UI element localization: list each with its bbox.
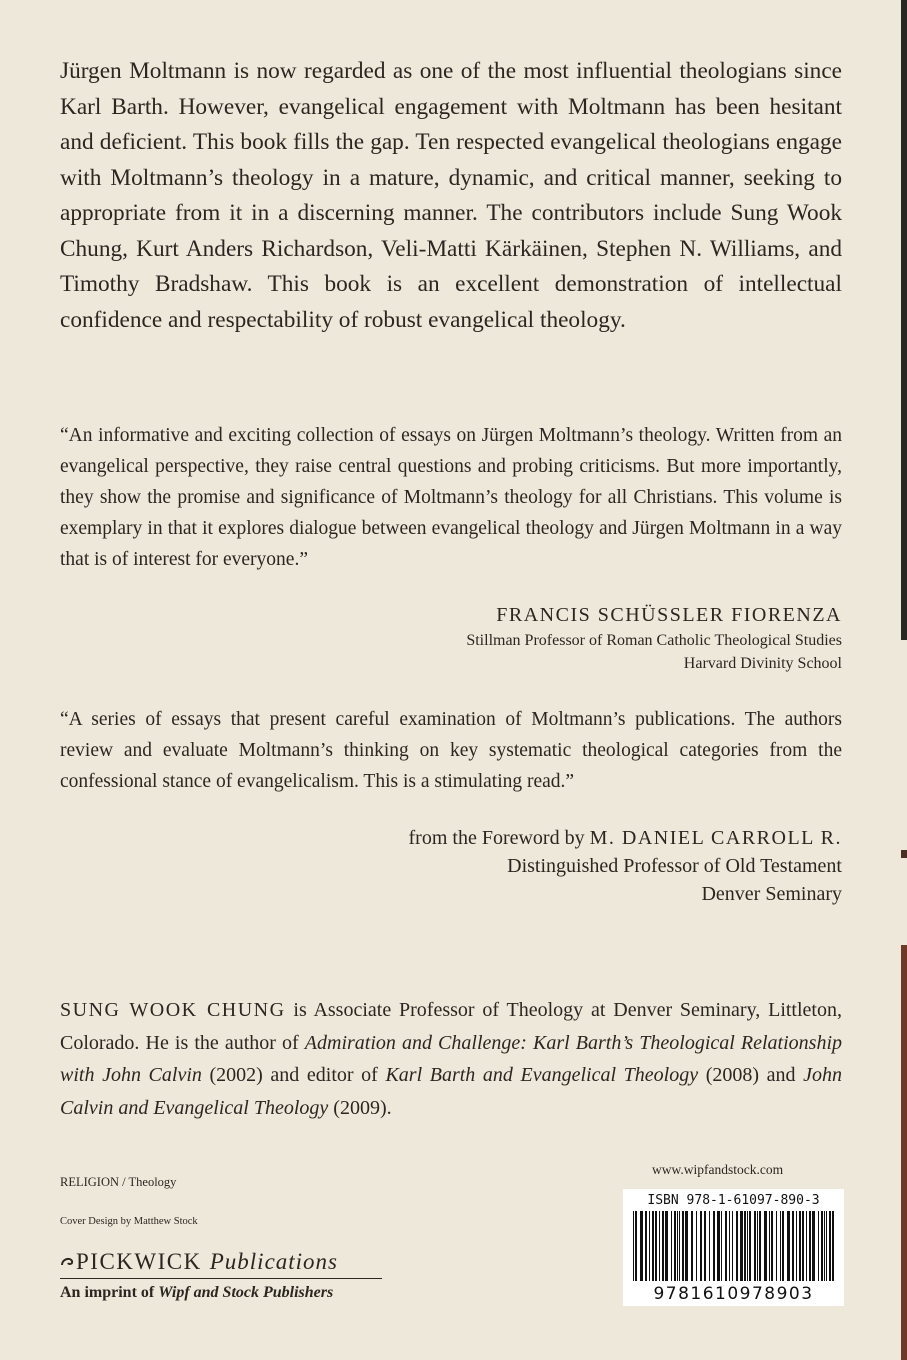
barcode-bar [729, 1211, 730, 1281]
barcode-bar [787, 1211, 790, 1281]
right-edge-mark [901, 850, 907, 858]
barcode-bar [812, 1211, 815, 1281]
endorsement-2 [60, 704, 842, 797]
endorser-2-name: M. DANIEL CARROLL R. [589, 827, 842, 849]
barcode-bar [682, 1211, 684, 1281]
barcode-bar [799, 1211, 801, 1281]
bio-text-3: (2008) and [698, 1064, 804, 1086]
barcode-bar [776, 1211, 777, 1281]
barcode-bar [754, 1211, 756, 1281]
barcode-bar [671, 1211, 672, 1281]
endorser-2-line [409, 824, 842, 852]
barcode [623, 1189, 844, 1306]
barcode-bar [829, 1211, 831, 1281]
barcode-bar [679, 1211, 680, 1281]
endorsement-1-attribution [466, 601, 842, 675]
barcode-bar [709, 1211, 710, 1281]
right-edge-brown [901, 945, 907, 1360]
barcode-bar [649, 1211, 650, 1281]
endorser-2-institution: Denver Seminary [701, 883, 842, 905]
barcode-bar [796, 1211, 797, 1281]
barcode-bar [713, 1211, 715, 1281]
barcode-bar [721, 1211, 722, 1281]
barcode-bar [782, 1211, 784, 1281]
barcode-bar [736, 1211, 738, 1281]
endorser-1-institution: Harvard Divinity School [683, 655, 842, 672]
barcode-bar [824, 1211, 825, 1281]
endorsement-1-text: “An informative and exciting collection of essays on Jürgen Moltmann’s theology. Written from an evangelical perspective, they raise central questions and probing criticisms. But more importantly, they show the promise and significance of Moltmann’s theology for all Christians. This volume is exemplary in that it explores dialogue between evangelical theology and Jürgen Moltmann in a way that is of interest for everyone.” [60, 425, 842, 570]
barcode-bar [780, 1211, 781, 1281]
barcode-bar [826, 1211, 827, 1281]
barcode-bar [792, 1211, 794, 1281]
barcode-bar [700, 1211, 702, 1281]
barcode-bar [665, 1211, 668, 1281]
bio-text-2: (2002) and editor of [201, 1064, 386, 1086]
barcode-bar [771, 1211, 773, 1281]
barcode-bar [818, 1211, 819, 1281]
bio-book-1: Admiration and Challenge: Karl Barth’s Theological Relationship with John Calvin [60, 1031, 843, 1086]
barcode-bar [633, 1211, 634, 1281]
cover-credit: Cover Design by Matthew Stock [60, 1216, 198, 1227]
bio-text-4: (2009). [328, 1096, 392, 1119]
author-bio [60, 994, 842, 1124]
bio-book-3: John Calvin and Evangelical Theology [60, 1064, 842, 1119]
bio-book-2: Karl Barth and Evangelical Theology [385, 1064, 699, 1086]
barcode-bar [635, 1211, 637, 1281]
barcode-bar [806, 1211, 807, 1281]
barcode-bar [740, 1211, 743, 1281]
publisher-logo [60, 1249, 382, 1302]
barcode-bar [645, 1211, 647, 1281]
barcode-bars [633, 1211, 834, 1281]
endorsement-1 [60, 420, 842, 575]
description-text: Jürgen Moltmann is now regarded as one of the most influential theologians since Karl Barth. However, evangelical engagement with Moltmann has been hesitant and deficient. This book fills the gap. Ten respected evangelical theologians engage with Moltmann’s theology in a mature, dynamic, and critical manner, seeking to appropriate from it in a discerning manner. The contributors include Sung Wook Chung, Kurt Anders Richardson, Veli-Matti Kärkäinen, Stephen N. Williams, and Timothy Bradshaw. This book is an excellent demonstration of intellectual confidence and respectability of robust evangelical theology. [60, 58, 842, 333]
barcode-bar [764, 1211, 767, 1281]
right-edge-dark [901, 0, 907, 640]
publisher-swirl-icon [60, 1255, 74, 1269]
barcode-bar [691, 1211, 693, 1281]
barcode-bar [802, 1211, 804, 1281]
barcode-bar [674, 1211, 676, 1281]
publisher-series: Publications [209, 1249, 339, 1274]
author-name: SUNG WOOK CHUNG [60, 999, 286, 1021]
isbn-label: ISBN 978-1-61097-890-3 [647, 1193, 820, 1208]
publisher-website: www.wipfandstock.com [652, 1162, 784, 1177]
barcode-bar [725, 1211, 727, 1281]
barcode-bar [759, 1211, 761, 1281]
barcode-digits: 9781610978903 [653, 1284, 814, 1304]
barcode-bar [696, 1211, 697, 1281]
subject-category: RELIGION / Theology [60, 1175, 177, 1189]
barcode-bar [677, 1211, 678, 1281]
barcode-bar [749, 1211, 751, 1281]
barcode-bar [769, 1211, 770, 1281]
endorsement-2-text: “A series of essays that present careful examination of Moltmann’s publications. The authors review and evaluate Moltmann’s thinking on key systematic theological categories from the confessional stance of evangelicalism. This is a stimulating read.” [60, 709, 842, 792]
barcode-bar [640, 1211, 643, 1281]
barcode-bar [662, 1211, 664, 1281]
barcode-bar [747, 1211, 748, 1281]
bio-text-1: is Associate Professor of Theology at Denver Seminary, Littleton, Colorado. He is the author of [60, 999, 842, 1054]
barcode-bar [744, 1211, 746, 1281]
barcode-bar [732, 1211, 733, 1281]
imprint-prefix: An imprint of [60, 1284, 159, 1301]
barcode-bar [809, 1211, 811, 1281]
barcode-bar [659, 1211, 660, 1281]
endorsement-2-attribution [409, 824, 842, 908]
barcode-bar [704, 1211, 706, 1281]
endorser-1-title: Stillman Professor of Roman Catholic Theological Studies [466, 632, 842, 649]
publisher-name: PICKWICK [76, 1249, 202, 1274]
endorser-2-prefix: from the Foreword by [408, 827, 585, 849]
endorser-2-title: Distinguished Professor of Old Testament [507, 855, 842, 877]
imprint-line [60, 1284, 382, 1302]
endorser-1-name: FRANCIS SCHÜSSLER FIORENZA [496, 604, 842, 626]
barcode-bar [652, 1211, 654, 1281]
barcode-bar [655, 1211, 657, 1281]
barcode-bar [685, 1211, 688, 1281]
barcode-bar [821, 1211, 823, 1281]
barcode-bar [757, 1211, 758, 1281]
imprint-name: Wipf and Stock Publishers [158, 1284, 334, 1301]
barcode-bar [717, 1211, 720, 1281]
book-description [60, 54, 842, 338]
barcode-bar [832, 1211, 834, 1281]
